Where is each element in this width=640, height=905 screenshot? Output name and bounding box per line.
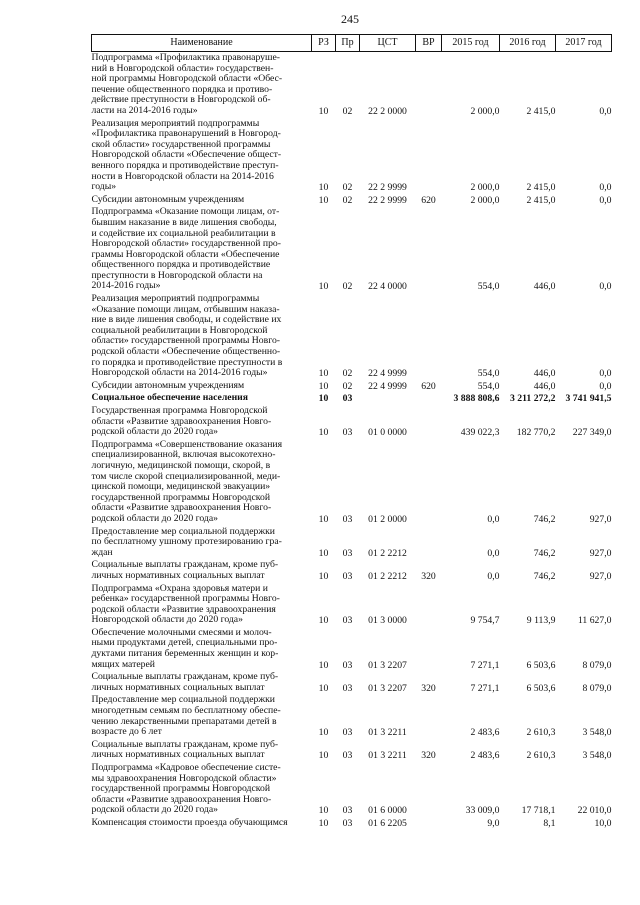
- cell-vr: 620: [421, 194, 436, 206]
- cell-cst: 01 6 0000: [368, 805, 407, 817]
- cell-vr: 620: [421, 380, 436, 392]
- cell-2015: 554,0: [477, 281, 500, 293]
- header-2015: 2015 год: [442, 35, 500, 52]
- table-row: [92, 293, 612, 380]
- cell-2016: 2 415,0: [526, 182, 556, 194]
- cell-pr: 03: [342, 393, 353, 405]
- cell-2015: 554,0: [477, 380, 500, 392]
- cell-2017: 3 548,0: [582, 750, 612, 762]
- cell-pr: 03: [342, 817, 353, 829]
- cell-2017: 8 079,0: [582, 682, 612, 694]
- budget-table: [91, 34, 612, 830]
- cell-name: Социальное обеспечение населения: [91, 392, 248, 404]
- cell-2016: 446,0: [533, 380, 556, 392]
- cell-pr: 02: [342, 194, 353, 206]
- cell-pr: 03: [342, 727, 353, 739]
- cell-rz: 10: [318, 750, 329, 762]
- cell-cst: 01 2 2212: [368, 547, 407, 559]
- table-row: [92, 694, 612, 738]
- table-row: [92, 627, 612, 671]
- cell-cst: [360, 392, 416, 405]
- cell-name: Субсидии автономным учреждениям: [91, 193, 245, 205]
- table-row: [92, 194, 612, 207]
- cell-rz: 10: [318, 380, 329, 392]
- cell-2016: 182 770,2: [516, 427, 556, 439]
- table-header-row: [92, 35, 612, 52]
- cell-name: Подпрограмма «Профилактика правонаруше- ний в Новгородской области» государствен- ной программы Новгородской области «Обес- печение общественного порядка и противо- действие преступности в Новгородской об- ласти на 2014-2016 годы»: [91, 52, 283, 116]
- table-row: [92, 405, 612, 439]
- cell-pr: 02: [342, 105, 353, 117]
- cell-pr: 03: [342, 659, 353, 671]
- cell-name: Социальные выплаты гражданам, кроме пуб- личных нормативных социальных выплат: [91, 559, 279, 581]
- cell-2017: 3 548,0: [582, 727, 612, 739]
- cell-cst: 22 4 0000: [368, 281, 407, 293]
- cell-vr: [416, 118, 442, 194]
- cell-vr: [416, 627, 442, 671]
- table-row: [92, 739, 612, 762]
- cell-rz: 10: [318, 105, 329, 117]
- cell-2016: 8,1: [543, 817, 556, 829]
- cell-rz: 10: [318, 727, 329, 739]
- cell-rz: 10: [318, 368, 329, 380]
- cell-2015: 2 000,0: [470, 182, 500, 194]
- cell-pr: 02: [342, 380, 353, 392]
- cell-2015: 439 022,3: [460, 427, 500, 439]
- cell-cst: 01 0 0000: [368, 427, 407, 439]
- cell-2015: 33 009,0: [465, 805, 500, 817]
- cell-name: Социальные выплаты гражданам, кроме пуб- личных нормативных социальных выплат: [91, 671, 279, 693]
- cell-2015: 0,0: [487, 547, 500, 559]
- cell-pr: 03: [342, 615, 353, 627]
- cell-rz: 10: [318, 682, 329, 694]
- cell-vr: [416, 405, 442, 439]
- header-2016: 2016 год: [500, 35, 556, 52]
- cell-vr: [416, 762, 442, 817]
- table-row: [92, 762, 612, 817]
- cell-pr: 03: [342, 750, 353, 762]
- table-row: [92, 439, 612, 526]
- cell-2016: 746,2: [533, 513, 556, 525]
- cell-pr: 03: [342, 570, 353, 582]
- cell-rz: 10: [318, 393, 329, 405]
- header-vr: ВР: [416, 35, 442, 52]
- cell-2017: 10,0: [594, 817, 612, 829]
- cell-2017: 11 627,0: [577, 615, 612, 627]
- cell-2016: 2 415,0: [526, 194, 556, 206]
- cell-name: Подпрограмма «Оказание помощи лицам, от- бывшим наказание в виде лишения свободы, и содействие их социальной реабилитации в Новгородской области» государственной про- граммы Новгородской области «Обеспечение общественного порядка и противодействие преступности в Новгородской области на 2014-2016 годы»: [91, 206, 281, 292]
- cell-vr: [416, 583, 442, 627]
- cell-pr: 03: [342, 427, 353, 439]
- cell-cst: 22 2 0000: [368, 105, 407, 117]
- cell-name: Предоставление мер социальной поддержки по бесплатному ушному протезированию гра- ждан: [91, 525, 282, 558]
- cell-cst: 01 3 2207: [368, 659, 407, 671]
- cell-2016: 6 503,6: [526, 659, 556, 671]
- cell-2017: 927,0: [589, 513, 612, 525]
- table-body: [92, 52, 612, 830]
- cell-vr: [416, 52, 442, 118]
- cell-name: Компенсация стоимости проезда обучающимся: [91, 816, 288, 828]
- cell-cst: 01 2 0000: [368, 513, 407, 525]
- cell-2017: 22 010,0: [577, 805, 612, 817]
- cell-2015: 0,0: [487, 513, 500, 525]
- table-row: [92, 583, 612, 627]
- cell-2015: 3 888 808,6: [453, 393, 500, 405]
- cell-pr: 03: [342, 805, 353, 817]
- cell-2016: 446,0: [533, 281, 556, 293]
- cell-2015: 2 483,6: [470, 750, 500, 762]
- table-row: [92, 52, 612, 118]
- cell-2015: 7 271,1: [470, 682, 500, 694]
- cell-2016: 2 610,3: [526, 727, 556, 739]
- cell-rz: 10: [318, 547, 329, 559]
- cell-2017: 0,0: [599, 105, 612, 117]
- cell-rz: 10: [318, 281, 329, 293]
- cell-pr: 03: [342, 513, 353, 525]
- cell-pr: 02: [342, 281, 353, 293]
- cell-2016: 746,2: [533, 570, 556, 582]
- cell-rz: 10: [318, 615, 329, 627]
- cell-vr: [416, 439, 442, 526]
- table-row: [92, 817, 612, 830]
- table-row: [92, 526, 612, 560]
- cell-vr: [416, 293, 442, 380]
- header-2017: 2017 год: [556, 35, 612, 52]
- cell-2015: 9,0: [487, 817, 500, 829]
- cell-2016: 3 211 272,2: [510, 393, 556, 405]
- table-row: [92, 392, 612, 405]
- cell-2015: 2 483,6: [470, 727, 500, 739]
- cell-2015: 7 271,1: [470, 659, 500, 671]
- cell-name: Подпрограмма «Совершенствование оказания специализированной, включая высокотехно- логичную, медицинской помощи, скорой, в том числе скорой специализированной, меди- цинской помощи, медицинской эвакуации» государственной программы Новгородской области «Развитие здравоохранения Новго- родской области до 2020 года»: [91, 438, 283, 524]
- cell-name: Подпрограмма «Кадровое обеспечение систе- мы здравоохранения Новгородской области» государственной программы Новгородской области «Развитие здравоохранения Новго- родской области до 2020 года»: [91, 762, 281, 816]
- cell-2015: 554,0: [477, 368, 500, 380]
- cell-2016: 2 415,0: [526, 105, 556, 117]
- header-cst: ЦСТ: [360, 35, 416, 52]
- cell-rz: 10: [318, 513, 329, 525]
- cell-rz: 10: [318, 427, 329, 439]
- cell-rz: 10: [318, 182, 329, 194]
- cell-rz: 10: [318, 570, 329, 582]
- cell-cst: 22 4 9999: [368, 380, 407, 392]
- cell-2017: 0,0: [599, 380, 612, 392]
- table-row: [92, 559, 612, 582]
- cell-cst: 01 2 2212: [368, 570, 407, 582]
- table-row: [92, 118, 612, 194]
- cell-name: Предоставление мер социальной поддержки многодетным семьям по бесплатному обеспе- чению лекарственными препаратами детей в возрасте до 6 лет: [91, 694, 281, 738]
- cell-rz: 10: [318, 194, 329, 206]
- cell-name: Подпрограмма «Охрана здоровья матери и ребенка» государственной программы Новго- родской области «Развитие здравоохранения Новгородской области до 2020 года»: [91, 582, 280, 626]
- header-rz: РЗ: [312, 35, 336, 52]
- cell-pr: 03: [342, 547, 353, 559]
- cell-vr: [416, 392, 442, 405]
- cell-name: Субсидии автономным учреждениям: [91, 379, 245, 391]
- cell-vr: [416, 526, 442, 560]
- cell-2016: 2 610,3: [526, 750, 556, 762]
- cell-rz: 10: [318, 805, 329, 817]
- cell-2017: 0,0: [599, 182, 612, 194]
- cell-2016: 6 503,6: [526, 682, 556, 694]
- cell-cst: 22 4 9999: [368, 368, 407, 380]
- cell-2016: 17 718,1: [521, 805, 556, 817]
- cell-2017: 8 079,0: [582, 659, 612, 671]
- cell-2017: 3 741 941,5: [565, 393, 612, 405]
- cell-vr: [416, 817, 442, 830]
- cell-pr: 03: [342, 682, 353, 694]
- cell-2017: 927,0: [589, 547, 612, 559]
- cell-name: Социальные выплаты гражданам, кроме пуб- личных нормативных социальных выплат: [91, 738, 279, 761]
- cell-2017: 0,0: [599, 368, 612, 380]
- cell-pr: 02: [342, 182, 353, 194]
- cell-2017: 227 349,0: [572, 427, 612, 439]
- cell-name: Реализация мероприятий подпрограммы «Оказание помощи лицам, отбывшим наказа- ние в виде лишения свободы, и содействие их социальной реабилитации в Новгородской области» государственной программы Новго- родской области «Обеспечение общественно- го порядка и противодействие преступности в Новгородской области на 2014-2016 годы»: [91, 293, 283, 379]
- cell-vr: [416, 206, 442, 293]
- cell-cst: 22 2 9999: [368, 182, 407, 194]
- header-pr: Пр: [336, 35, 360, 52]
- cell-2016: 9 113,9: [526, 615, 556, 627]
- cell-vr: 320: [421, 750, 436, 762]
- cell-2015: 9 754,7: [470, 615, 500, 627]
- cell-pr: 02: [342, 368, 353, 380]
- cell-name: Обеспечение молочными смесями и молоч- ными продуктами детей, специальными про- дуктами питания беременных женщин и кор- мящих матерей: [91, 626, 279, 670]
- cell-2015: 2 000,0: [470, 194, 500, 206]
- table-row: [92, 206, 612, 293]
- cell-cst: 01 6 2205: [368, 817, 407, 829]
- cell-2017: 0,0: [599, 281, 612, 293]
- cell-cst: 01 3 0000: [368, 615, 407, 627]
- cell-rz: 10: [318, 659, 329, 671]
- cell-cst: 01 3 2207: [368, 682, 407, 694]
- table-row: [92, 380, 612, 393]
- cell-vr: 320: [421, 682, 436, 694]
- cell-rz: 10: [318, 817, 329, 829]
- cell-2016: 446,0: [533, 368, 556, 380]
- table-row: [92, 671, 612, 694]
- cell-name: Реализация мероприятий подпрограммы «Профилактика правонарушений в Новгород- ской области» государственной программы Новгородской области «Обеспечение общест- венного порядка и противодействие преступ- ности в Новгородской области на 2014-2016 годы»: [91, 117, 282, 193]
- cell-cst: 01 3 2211: [368, 727, 407, 739]
- cell-vr: 320: [421, 570, 436, 582]
- cell-2015: 0,0: [487, 570, 500, 582]
- cell-2015: 2 000,0: [470, 105, 500, 117]
- cell-2017: 927,0: [589, 570, 612, 582]
- cell-vr: [416, 694, 442, 738]
- cell-2017: 0,0: [599, 194, 612, 206]
- header-name: Наименование: [92, 35, 312, 52]
- cell-cst: 01 3 2211: [368, 750, 407, 762]
- page-number: 245: [341, 12, 359, 26]
- cell-cst: 22 2 9999: [368, 194, 407, 206]
- cell-2016: 746,2: [533, 547, 556, 559]
- cell-name: Государственная программа Новгородской области «Развитие здравоохранения Новго- родской области до 2020 года»: [91, 405, 272, 438]
